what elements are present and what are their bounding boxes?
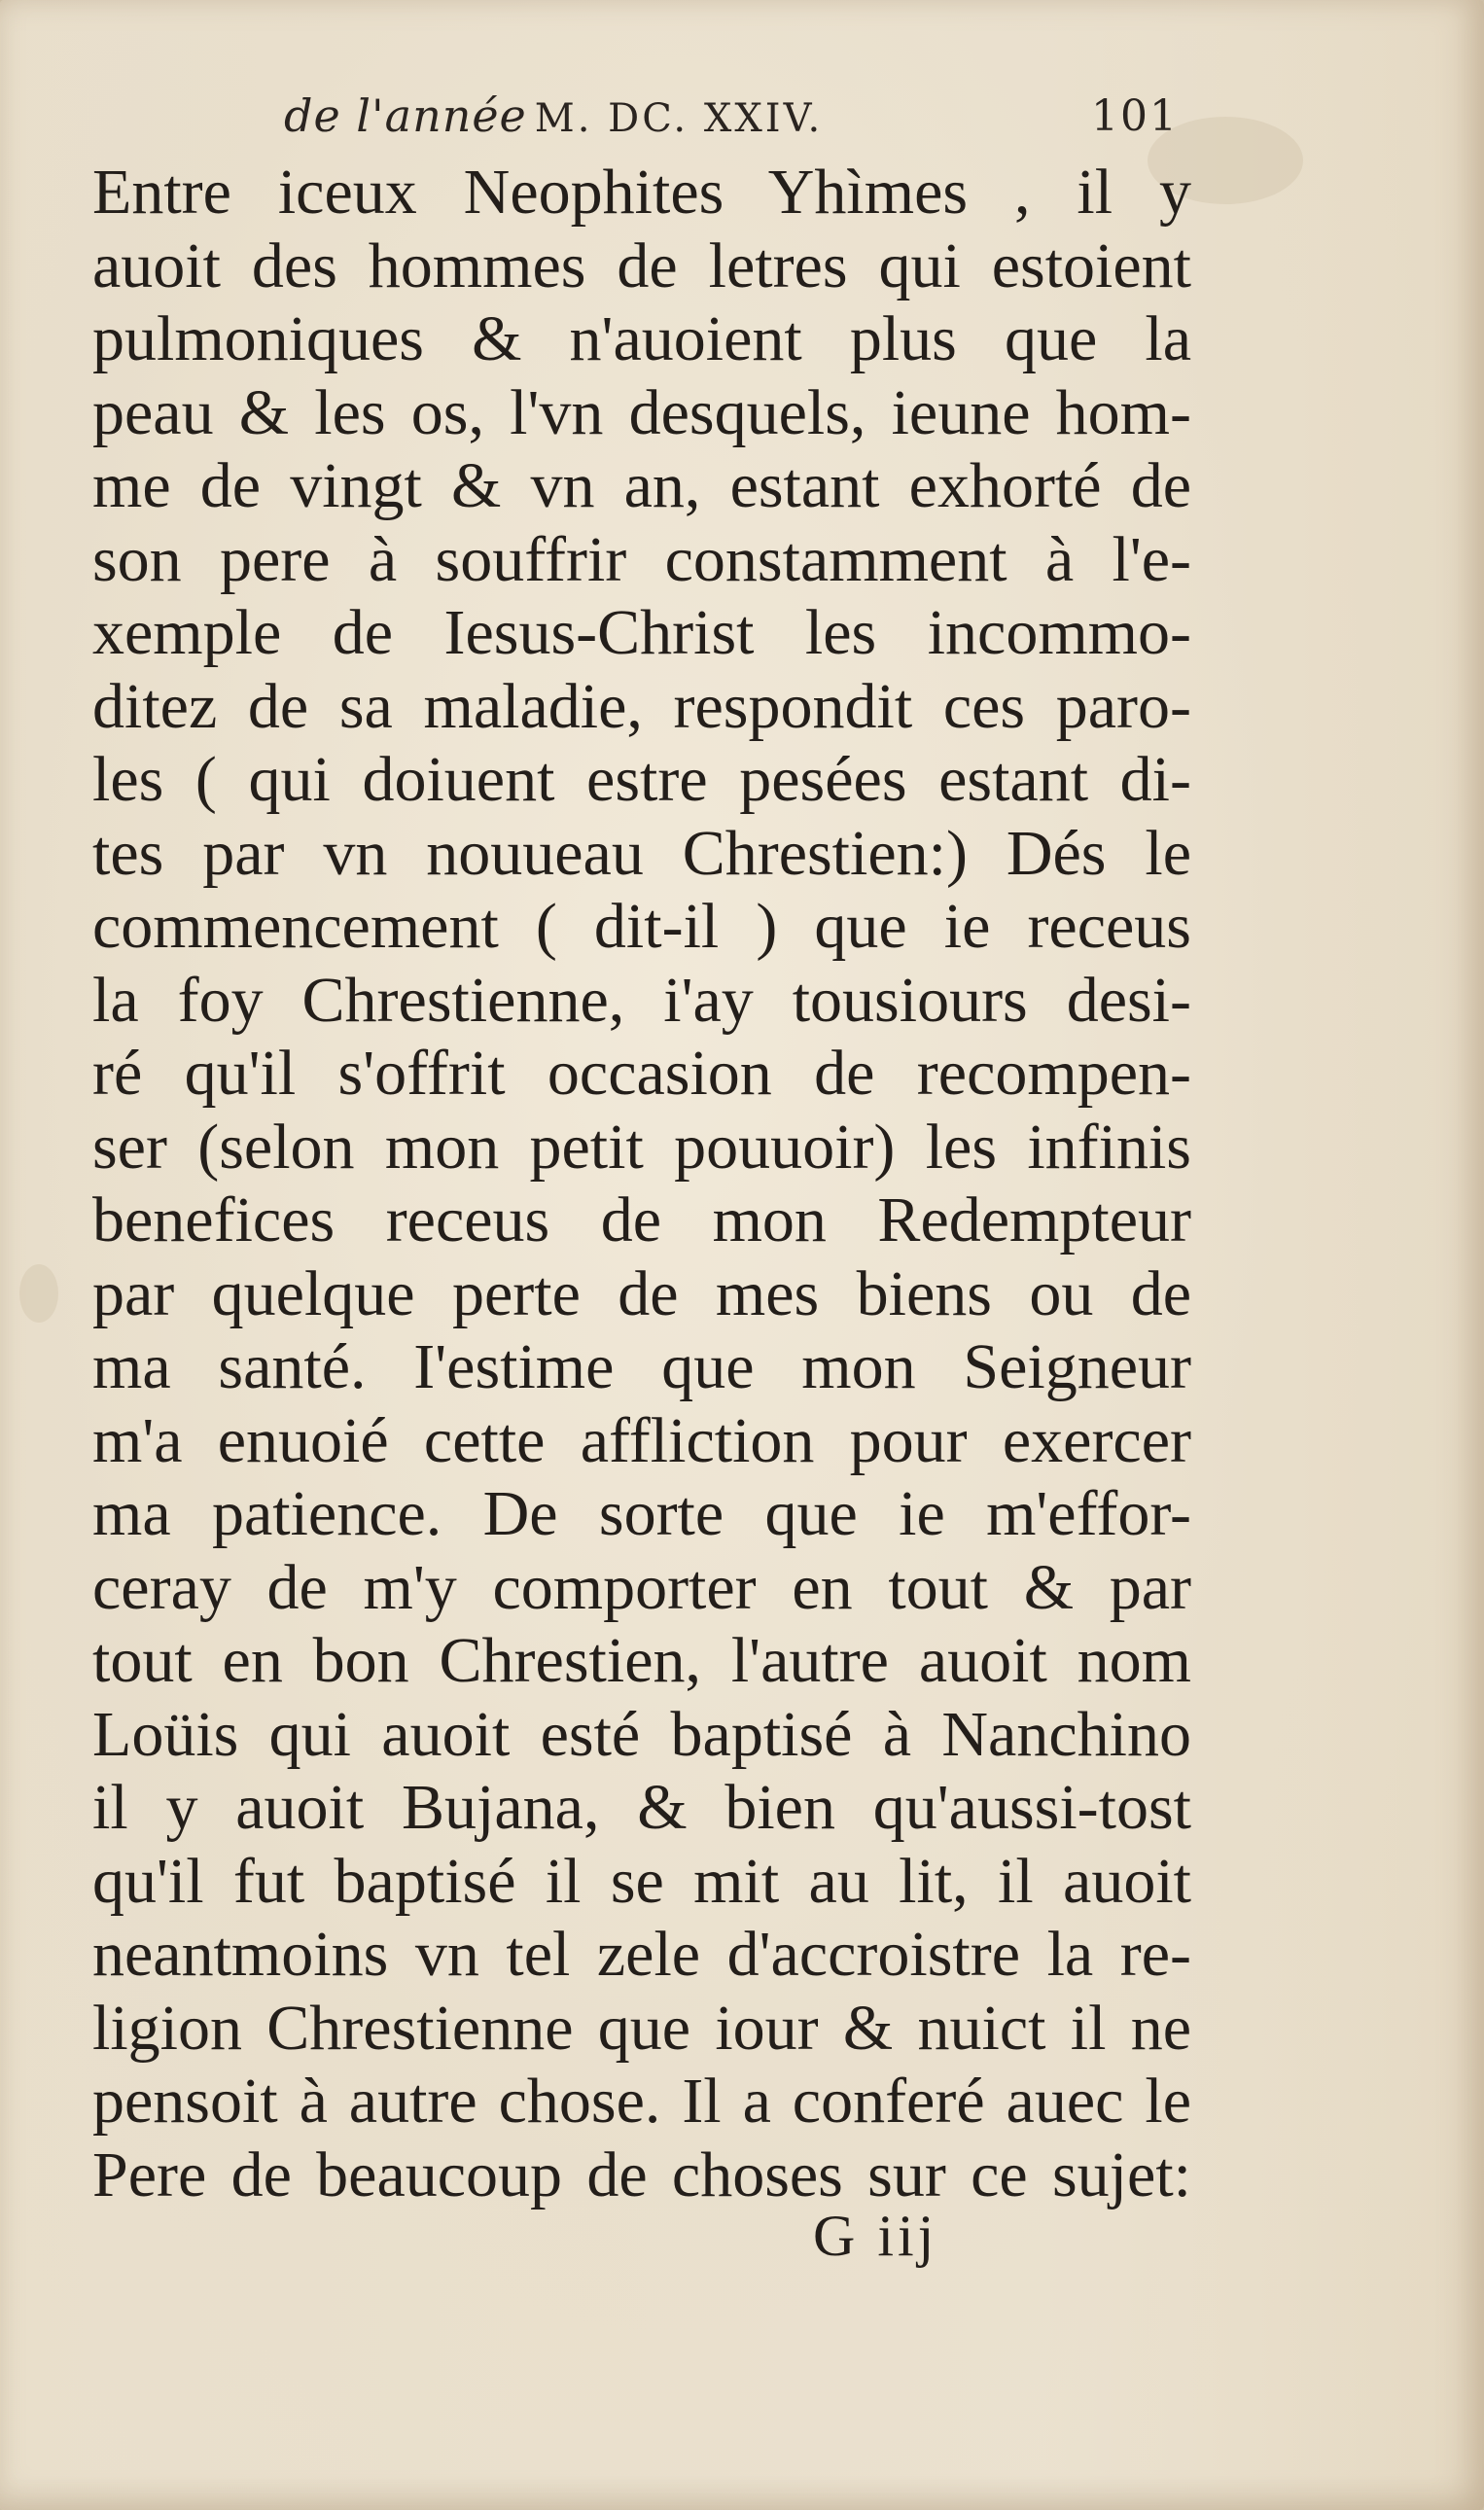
- text-line: ré qu'il s'offrit occasion de recompen-: [92, 1038, 1191, 1109]
- text-line: son pere à souffrir constamment à l'e-: [92, 523, 1191, 595]
- text-line: benefices receus de mon Redempteur: [92, 1184, 1191, 1255]
- text-line: pulmoniques & n'auoient plus que la: [92, 303, 1191, 374]
- running-head-year: M. DC. XXIV.: [534, 96, 824, 141]
- text-line: ma santé. I'estime que mon Seigneur: [92, 1331, 1191, 1402]
- text-line: Loüis qui auoit esté baptisé à Nanchino: [92, 1698, 1191, 1770]
- text-line: les ( qui doiuent estre pesées estant di-: [92, 744, 1191, 815]
- text-line: qu'il fut baptisé il se mit au lit, il auoit: [92, 1845, 1191, 1917]
- paper-stain: [19, 1264, 58, 1323]
- text-line: commencement ( dit-il ) que ie receus: [92, 891, 1191, 962]
- text-line: ditez de sa maladie, respondit ces paro-: [92, 670, 1191, 742]
- text-line: xemple de Iesus-Christ les incommo-: [92, 597, 1191, 668]
- text-line: me de vingt & vn an, estant exhorté de: [92, 450, 1191, 521]
- text-line: auoit des hommes de letres qui estoient: [92, 230, 1191, 301]
- text-line: Pere de beaucoup de choses sur ce sujet:: [92, 2139, 1191, 2210]
- running-head-title: [284, 89, 823, 142]
- text-line: peau & les os, l'vn desquels, ieune hom-: [92, 376, 1191, 448]
- text-line: ser (selon mon petit pouuoir) les infinis: [92, 1111, 1191, 1183]
- signature-mark: G iij: [813, 2204, 938, 2268]
- text-line: la foy Chrestienne, i'ay tousiours desi-: [92, 964, 1191, 1036]
- page-number: 101: [1091, 91, 1179, 141]
- text-line: il y auoit Bujana, & bien qu'aussi-tost: [92, 1772, 1191, 1843]
- text-line: m'a enuoié cette affliction pour exercer: [92, 1404, 1191, 1476]
- text-line: tout en bon Chrestien, l'autre auoit nom: [92, 1625, 1191, 1696]
- text-line: ligion Chrestienne que iour & nuict il ne: [92, 1992, 1191, 2064]
- text-line: par quelque perte de mes biens ou de: [92, 1257, 1191, 1329]
- running-head-text: de l'année: [284, 89, 527, 142]
- text-line: neantmoins vn tel zele d'accroistre la re-: [92, 1919, 1191, 1990]
- running-head: [284, 89, 1179, 152]
- text-line: ceray de m'y comporter en tout & par: [92, 1551, 1191, 1623]
- body-text: [92, 156, 1191, 2211]
- text-line: pensoit à autre chose. Il a conferé auec le: [92, 2066, 1191, 2137]
- text-line: ma patience. De sorte que ie m'effor-: [92, 1478, 1191, 1549]
- text-line: tes par vn nouueau Chrestien:) Dés le: [92, 817, 1191, 889]
- text-line: Entre iceux Neophites Yhìmes , il y: [92, 157, 1191, 228]
